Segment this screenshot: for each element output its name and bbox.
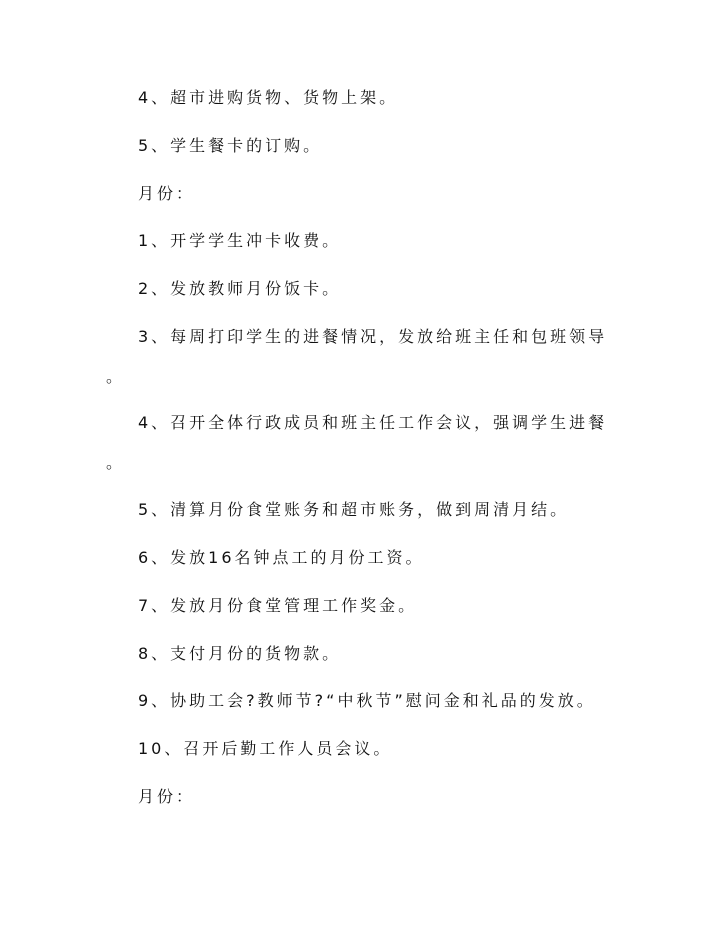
wrapped-punctuation: 。 (106, 367, 123, 386)
text-line: 7、发放月份食堂管理工作奖金。 (138, 596, 418, 615)
text-line: 6、发放16名钟点工的月份工资。 (138, 548, 425, 567)
text-line: 4、召开全体行政成员和班主任工作会议，强调学生进餐 (138, 413, 608, 432)
text-line: 9、协助工会?教师节?“中秋节”慰问金和礼品的发放。 (138, 691, 596, 710)
text-line: 2、发放教师月份饭卡。 (138, 279, 342, 298)
text-line: 4、超市进购货物、货物上架。 (138, 88, 399, 107)
text-line: 5、清算月份食堂账务和超市账务，做到周清月结。 (138, 500, 570, 519)
text-line: 1、开学学生冲卡收费。 (138, 231, 342, 250)
wrapped-punctuation: 。 (106, 453, 123, 472)
text-line: 10、召开后勤工作人员会议。 (138, 739, 393, 758)
text-line: 5、学生餐卡的订购。 (138, 136, 323, 155)
text-line: 8、支付月份的货物款。 (138, 644, 342, 663)
text-line: 3、每周打印学生的进餐情况，发放给班主任和包班领导 (138, 327, 608, 346)
section-heading: 月份： (138, 184, 196, 203)
section-heading: 月份： (138, 787, 196, 806)
